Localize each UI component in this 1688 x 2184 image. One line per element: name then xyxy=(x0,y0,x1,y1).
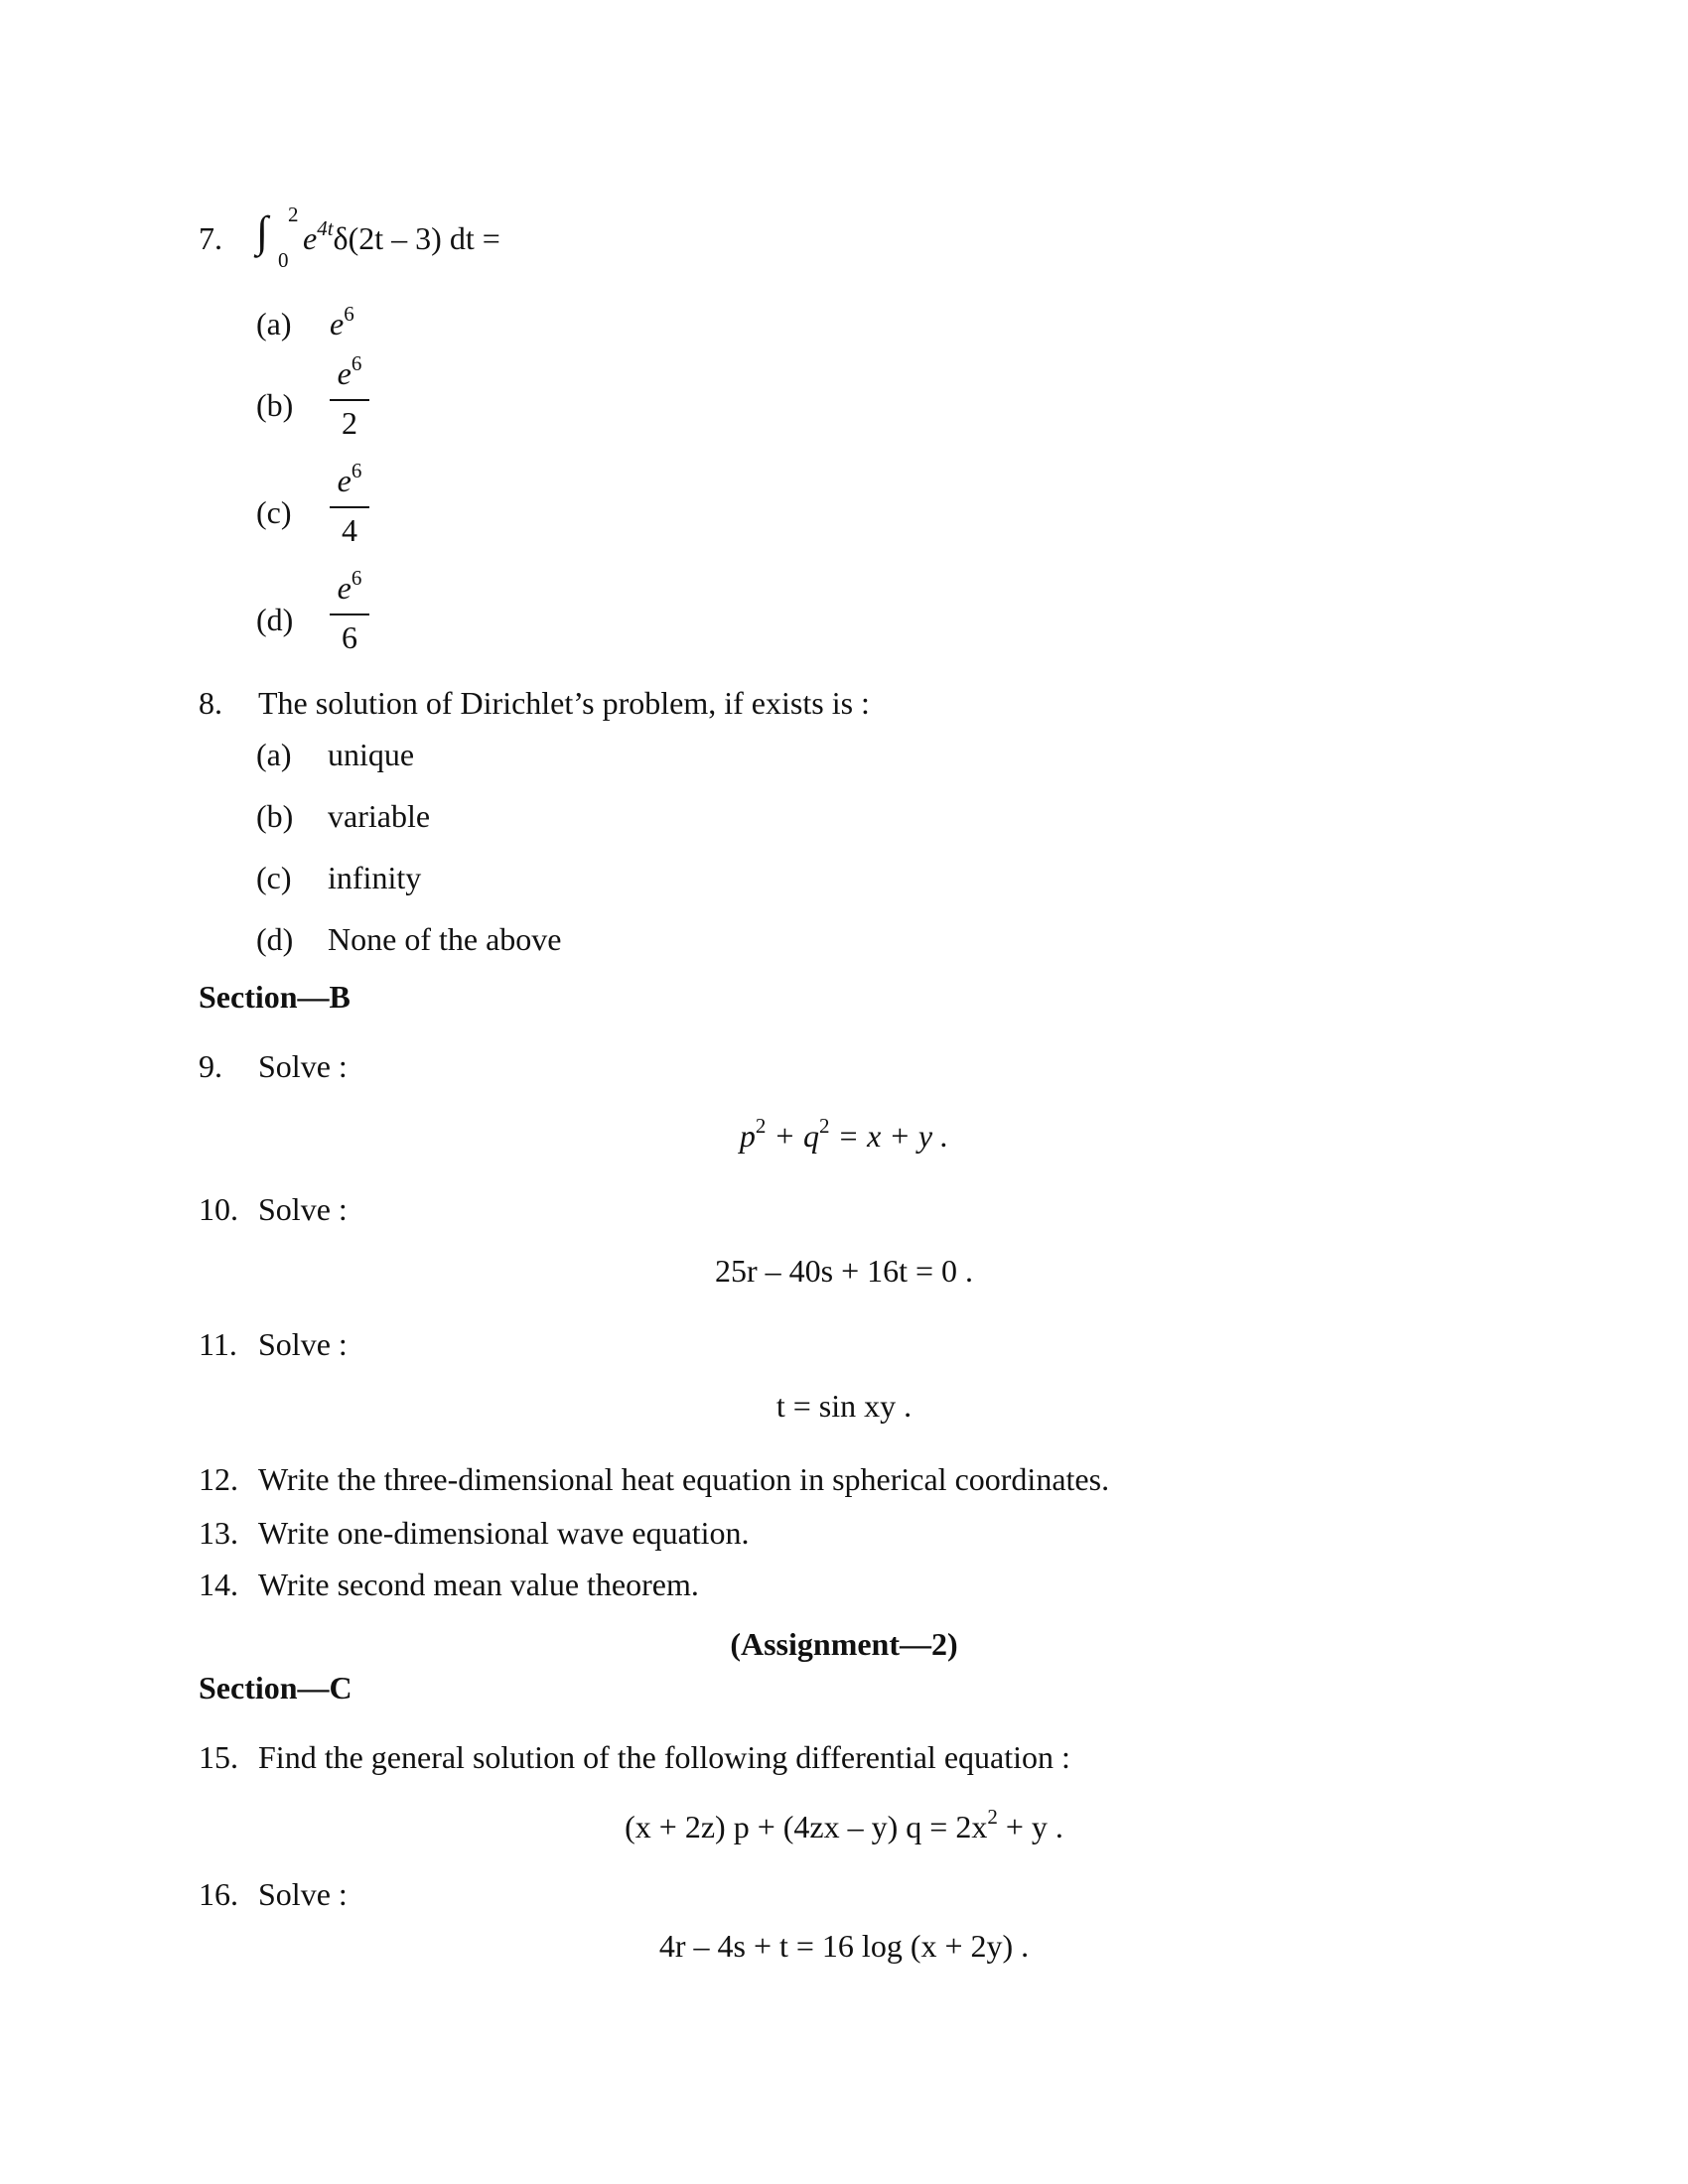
q7-option-c-num: e xyxy=(337,463,352,498)
q7-option-c-label: (c) xyxy=(256,494,292,530)
q7-option-b-label: (b) xyxy=(256,387,294,423)
q8-option-d-label: (d) xyxy=(256,921,294,957)
q10-text: Solve : xyxy=(258,1191,348,1227)
q15-equation xyxy=(0,1805,1688,1844)
q15-text: Find the general solution of the following differential equation : xyxy=(258,1739,1070,1775)
q7-option-b-exp: 6 xyxy=(351,351,362,375)
q7-option-b-num: e xyxy=(337,355,352,391)
q8-option-a-text: unique xyxy=(328,737,415,772)
q8-option-b-text: variable xyxy=(328,798,431,834)
q7-option-c-fraction xyxy=(330,459,369,548)
q7-integrand xyxy=(303,216,500,256)
q14-number: 14. xyxy=(199,1567,238,1602)
q11-number: 11. xyxy=(199,1326,237,1362)
q7-option-a-base: e xyxy=(330,306,345,341)
q8-number: 8. xyxy=(199,685,222,721)
section-c-heading: Section—C xyxy=(199,1670,352,1706)
q9-eq-p-exp: 2 xyxy=(755,1114,767,1138)
fraction-bar xyxy=(330,614,369,615)
q7-option-d-exp: 6 xyxy=(351,566,362,590)
q7-option-b-fraction xyxy=(330,351,369,441)
q9-number: 9. xyxy=(199,1048,222,1084)
q11-text: Solve : xyxy=(258,1326,348,1362)
q7-option-a-label: (a) xyxy=(256,306,292,341)
q7-option-c-den: 4 xyxy=(342,512,357,548)
q11-equation: t = sin xy . xyxy=(775,1388,913,1424)
q16-text: Solve : xyxy=(258,1876,348,1912)
q15-number: 15. xyxy=(199,1739,238,1775)
q15-eq-tail: + y . xyxy=(997,1809,1063,1844)
q7-option-d-fraction xyxy=(330,566,369,655)
q7-option-d-label: (d) xyxy=(256,602,294,637)
q13-number: 13. xyxy=(199,1515,238,1551)
q15-eq-exp: 2 xyxy=(987,1805,998,1829)
q16-number: 16. xyxy=(199,1876,238,1912)
q12-text: Write the three-dimensional heat equation in spherical coordinates. xyxy=(258,1461,1110,1497)
q8-text: The solution of Dirichlet’s problem, if exists is : xyxy=(258,685,870,721)
q9-eq-q: + q xyxy=(766,1118,819,1154)
q9-eq-p: p xyxy=(739,1118,756,1154)
q9-equation xyxy=(0,1114,1688,1154)
q7-option-d-den: 6 xyxy=(342,619,357,655)
q8-option-c-text: infinity xyxy=(328,860,422,895)
q16-equation: 4r – 4s + t = 16 log (x + 2y) . xyxy=(658,1928,1030,1964)
q7-integrand-base: e xyxy=(303,220,318,256)
q7-number: 7. xyxy=(199,220,222,256)
q10-equation: 25r – 40s + 16t = 0 . xyxy=(714,1253,974,1289)
q8-option-c-label: (c) xyxy=(256,860,292,895)
q7-option-c-exp: 6 xyxy=(351,459,362,482)
q9-text: Solve : xyxy=(258,1048,348,1084)
q8-option-d-text: None of the above xyxy=(328,921,562,957)
q7-option-a-exp: 6 xyxy=(344,302,354,326)
q15-eq-main: (x + 2z) p + (4zx – y) q = 2x xyxy=(625,1809,988,1844)
fraction-bar xyxy=(330,506,369,508)
q13-text: Write one-dimensional wave equation. xyxy=(258,1515,750,1551)
q7-lower-limit: 0 xyxy=(278,248,289,272)
fraction-bar xyxy=(330,399,369,401)
q8-option-b-label: (b) xyxy=(256,798,294,834)
q7-option-d-num: e xyxy=(337,570,352,606)
q8-option-a-label: (a) xyxy=(256,737,292,772)
q12-number: 12. xyxy=(199,1461,238,1497)
q7-option-b-den: 2 xyxy=(342,405,357,441)
q7-upper-limit: 2 xyxy=(288,203,299,226)
q7-integrand-rest: δ(2t – 3) dt = xyxy=(333,220,500,256)
q10-number: 10. xyxy=(199,1191,238,1227)
q9-eq-q-exp: 2 xyxy=(819,1114,830,1138)
q14-text: Write second mean value theorem. xyxy=(258,1567,699,1602)
integral-sign-icon: ∫ xyxy=(256,207,269,256)
q7-integrand-exp: 4t xyxy=(317,216,334,240)
section-b-heading: Section—B xyxy=(199,979,351,1015)
assignment-heading: (Assignment—2) xyxy=(730,1626,958,1662)
q7-option-a-value xyxy=(330,302,354,341)
q9-eq-rhs: = x + y . xyxy=(829,1118,949,1154)
